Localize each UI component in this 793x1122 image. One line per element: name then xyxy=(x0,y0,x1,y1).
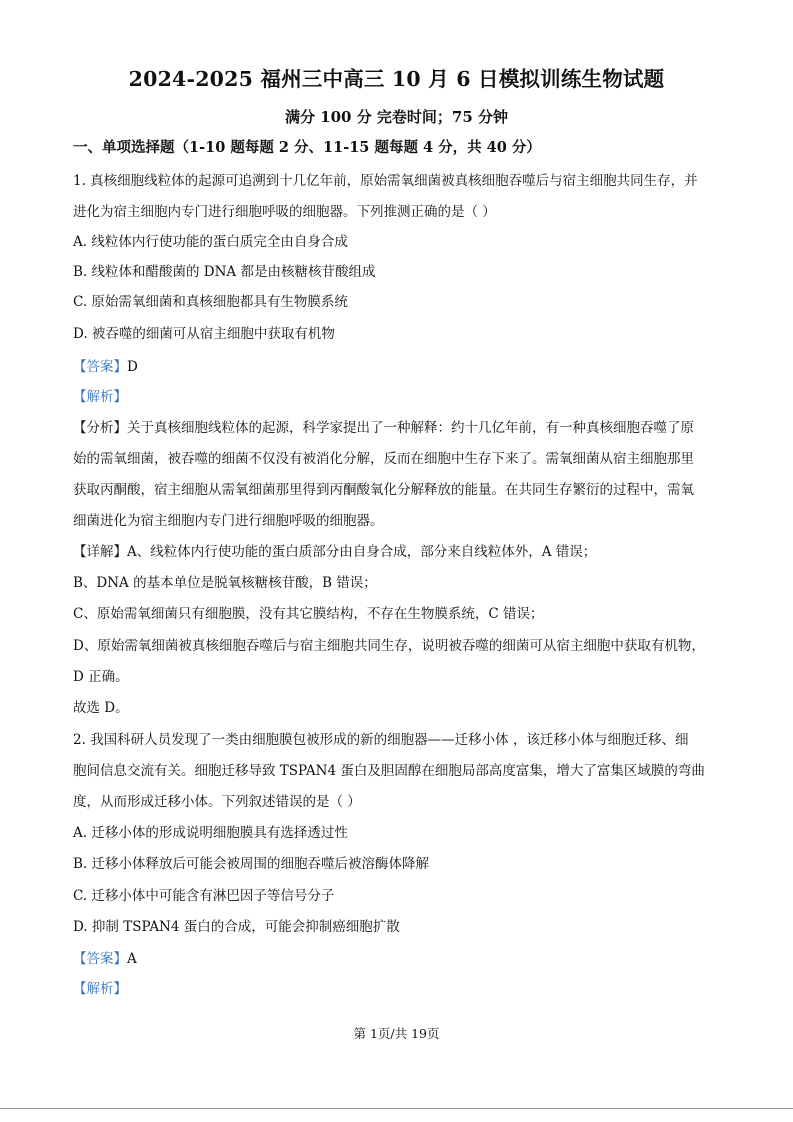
question-1-stem-line-1: 1. 真核细胞线粒体的起源可追溯到十几亿年前，原始需氧细菌被真核细胞吞噬后与宿主细胞共同生存，并 xyxy=(73,173,698,189)
page-title: 2024-2025 福州三中高三 10 月 6 日模拟训练生物试题 xyxy=(128,67,665,91)
fenxi-tag: 【分析】 xyxy=(73,420,127,436)
question-2-option-c: C. 迁移小体中可能含有淋巴因子等信号分子 xyxy=(73,888,335,904)
answer-value: D xyxy=(127,359,138,375)
question-1-analysis-line-4: 细菌进化为宿主细胞内专门进行细胞呼吸的细胞器。 xyxy=(73,513,384,529)
analysis-tag: 【解析】 xyxy=(73,389,127,405)
question-2-option-b: B. 迁移小体释放后可能会被周围的细胞吞噬后被溶酶体降解 xyxy=(73,856,430,872)
fenxi-text: 关于真核细胞线粒体的起源，科学家提出了一种解释：约十几亿年前，有一种真核细胞吞噬了原 xyxy=(127,420,694,436)
question-1-analysis-line-3: 获取丙酮酸，宿主细胞从需氧细菌那里得到丙酮酸氧化分解释放的能量。在共同生存繁衍的过程中，需氧 xyxy=(73,482,694,498)
page-bottom-divider xyxy=(0,1108,793,1109)
question-1-detail-b: B、DNA 的基本单位是脱氧核糖核苷酸，B 错误； xyxy=(73,575,377,591)
question-2-stem-line-2: 胞间信息交流有关。细胞迁移导致 TSPAN4 蛋白及胆固醇在细胞局部高度富集，增大了富集区域膜的弯曲 xyxy=(73,763,705,779)
detail-tag: 【详解】 xyxy=(73,544,127,560)
question-1-option-c: C. 原始需氧细菌和真核细胞都具有生物膜系统 xyxy=(73,294,348,310)
question-2-answer xyxy=(73,949,733,969)
question-1-analysis-line-2: 始的需氧细菌，被吞噬的细菌不仅没有被消化分解，反而在细胞中生存下来了。需氧细菌从宿主细胞那里 xyxy=(73,451,694,467)
question-1-detail-d-line-2: D 正确。 xyxy=(73,669,129,685)
answer-tag: 【答案】 xyxy=(73,359,127,375)
detail-text: A、线粒体内行使功能的蛋白质部分由自身合成，部分来自线粒体外，A 错误； xyxy=(127,544,597,560)
question-1-option-d: D. 被吞噬的细菌可从宿主细胞中获取有机物 xyxy=(73,326,335,342)
question-1-analysis-line-1 xyxy=(73,418,733,438)
section-heading: 一、单项选择题（1-10 题每题 2 分、11-15 题每题 4 分，共 40 分） xyxy=(73,139,541,156)
question-1-detail-d-line-1: D、原始需氧细菌被真核细胞吞噬后与宿主细胞共同生存，说明被吞噬的细菌可从宿主细胞中获取有机物， xyxy=(73,638,705,654)
answer-tag: 【答案】 xyxy=(73,951,127,967)
page-number: 第 1页/共 19页 xyxy=(353,1026,440,1041)
question-1-detail-a xyxy=(73,542,733,562)
analysis-tag: 【解析】 xyxy=(73,981,127,997)
question-1-detail-c: C、原始需氧细菌只有细胞膜，没有其它膜结构，不存在生物膜系统，C 错误； xyxy=(73,606,544,622)
exam-info: 满分 100 分 完卷时间；75 分钟 xyxy=(284,108,509,126)
answer-value: A xyxy=(127,951,137,967)
question-2-option-a: A. 迁移小体的形成说明细胞膜具有选择透过性 xyxy=(73,825,348,841)
question-1-answer xyxy=(73,357,733,377)
question-2-option-d: D. 抑制 TSPAN4 蛋白的合成，可能会抑制癌细胞扩散 xyxy=(73,919,400,935)
question-2-stem-line-1: 2. 我国科研人员发现了一类由细胞膜包被形成的新的细胞器——迁移小体 ，该迁移小体与细胞迁移、细 xyxy=(73,732,689,748)
question-1-option-b: B. 线粒体和醋酸菌的 DNA 都是由核糖核苷酸组成 xyxy=(73,264,376,280)
question-1-option-a: A. 线粒体内行使功能的蛋白质完全由自身合成 xyxy=(73,234,348,250)
question-2-stem-line-3: 度，从而形成迁移小体。下列叙述错误的是（ ） xyxy=(73,794,361,810)
question-1-stem-line-2: 进化为宿主细胞内专门进行细胞呼吸的细胞器。下列推测正确的是（ ） xyxy=(73,204,496,220)
question-1-conclusion: 故选 D。 xyxy=(73,700,129,716)
